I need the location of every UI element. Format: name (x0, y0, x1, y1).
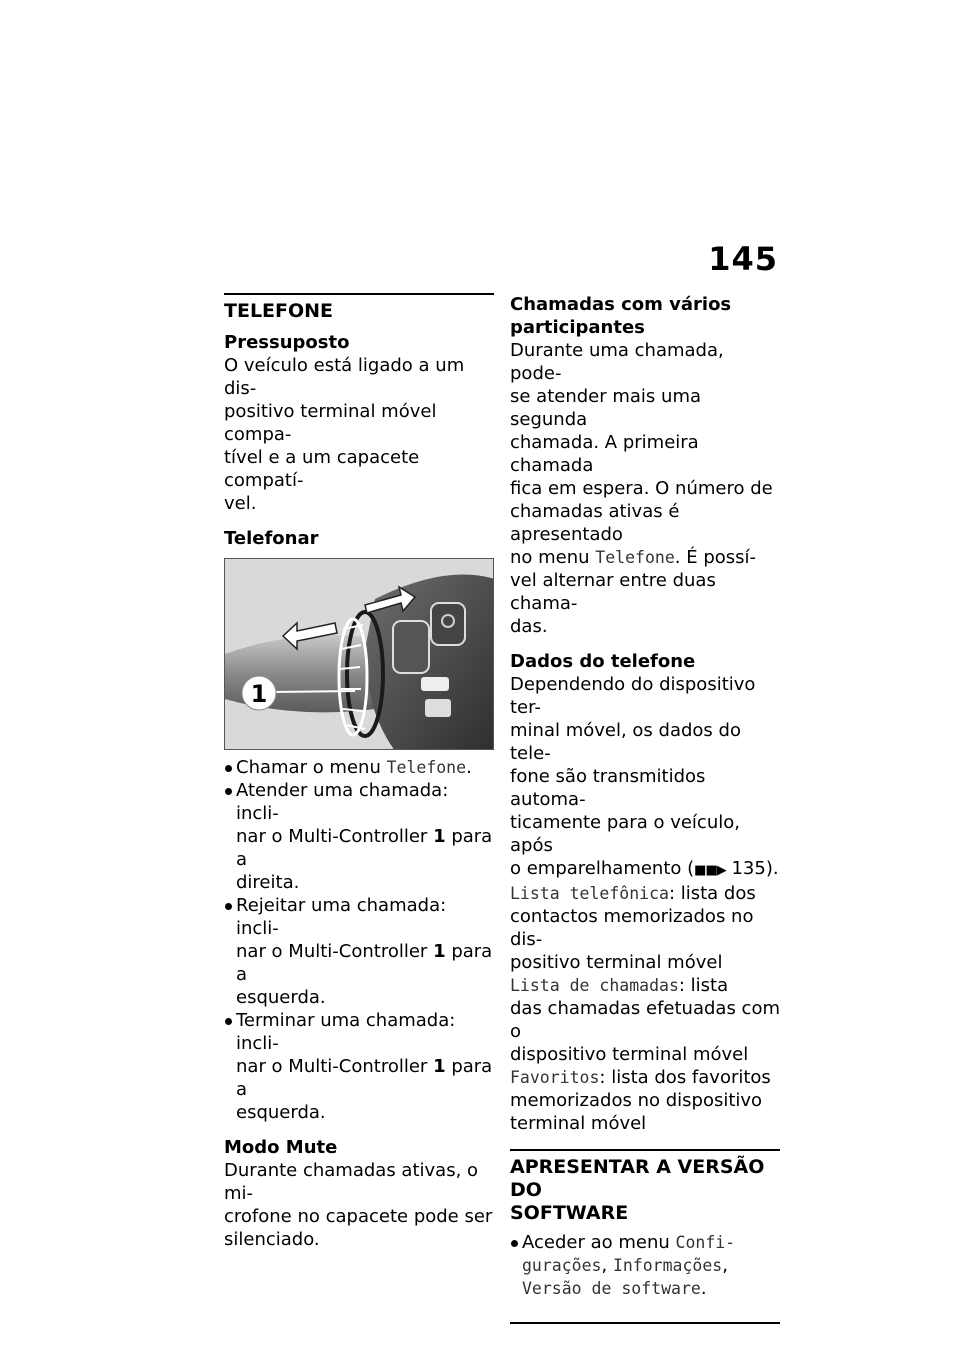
menu-name: Telefone (386, 758, 467, 777)
item-text: , (601, 1255, 613, 1276)
mute-line: crofone no capacete pode ser (224, 1206, 493, 1227)
data-text (510, 673, 780, 1135)
item-text: positivo terminal móvel (510, 952, 723, 973)
list-item (510, 1231, 780, 1300)
page-reference-arrow-icon: ■■▶ (694, 863, 726, 878)
item-text: memorizados no dispositivo (510, 1090, 763, 1111)
heading-line: SOFTWARE (510, 1202, 629, 1224)
text-line: chamadas ativas é apresentado (510, 501, 680, 545)
text-line: fica em espera. O número de (510, 478, 773, 499)
item-text: para a (236, 826, 493, 870)
text-line: se atender mais uma segunda (510, 386, 702, 430)
call-heading: Telefonar (224, 528, 319, 549)
text-line: minal móvel, os dados do tele- (510, 720, 741, 764)
heading-line: participantes (510, 317, 645, 338)
section-rule (510, 1149, 780, 1151)
text-line: no menu (510, 547, 596, 568)
item-text: nar o Multi-Controller (236, 1056, 434, 1077)
figure-callout-label: 1 (250, 680, 268, 708)
list-item (224, 1009, 494, 1124)
item-text: esquerda. (236, 987, 326, 1008)
reference-number: 1 (433, 1056, 446, 1077)
multi-heading (510, 293, 780, 339)
text-line: Dependendo do dispositivo ter- (510, 674, 756, 718)
text-line: chamada. A primeira chamada (510, 432, 699, 476)
list-item (510, 974, 780, 1066)
page-reference: 135). (725, 858, 779, 879)
prereq-line: O veículo está ligado a um dis- (224, 355, 465, 399)
item-text: Aceder ao menu (522, 1232, 676, 1253)
prereq-text (224, 354, 494, 515)
prereq-line: tível e a um capacete compatí- (224, 447, 420, 491)
data-heading: Dados do telefone (510, 651, 696, 672)
heading-line: APRESENTAR A VERSÃO DO (510, 1156, 765, 1201)
text-line: vel alternar entre duas chama- (510, 570, 716, 614)
menu-name: Versão de software (522, 1279, 701, 1298)
text-line: ticamente para o veículo, após (510, 812, 740, 856)
menu-name: Telefone (595, 548, 675, 567)
item-text: . (466, 757, 472, 778)
item-text: Chamar o menu (236, 757, 387, 778)
left-column (224, 293, 494, 1251)
item-text: para a (236, 1056, 493, 1100)
heading-line: Chamadas com vários (510, 294, 732, 315)
item-text: nar o Multi-Controller (236, 941, 434, 962)
section-end-rule (510, 1322, 780, 1324)
item-text: esquerda. (236, 1102, 326, 1123)
mute-text (224, 1159, 494, 1251)
item-text: , (722, 1255, 728, 1276)
list-item (224, 756, 494, 779)
mute-line: Durante chamadas ativas, o mi- (224, 1160, 479, 1204)
software-heading (510, 1156, 780, 1225)
list-item (510, 882, 780, 974)
menu-name: Informações (612, 1256, 723, 1275)
item-text: nar o Multi-Controller (236, 826, 434, 847)
item-text: : lista dos (668, 883, 756, 904)
text-line: das. (510, 616, 548, 637)
item-text: dispositivo terminal móvel (510, 1044, 749, 1065)
multi-controller-illustration (225, 559, 494, 750)
text-line: Durante uma chamada, pode- (510, 340, 724, 384)
call-actions-list (224, 756, 494, 1124)
software-steps-list (510, 1231, 780, 1300)
section-title-telefone: TELEFONE (224, 300, 334, 322)
handlebar-controller-figure (224, 558, 494, 750)
list-item (224, 779, 494, 894)
menu-name: Favoritos (510, 1068, 600, 1087)
right-column (510, 293, 780, 1324)
menu-name: Confi- (675, 1233, 736, 1252)
text-line: o emparelhamento ( (510, 858, 695, 879)
menu-name: gurações (522, 1256, 602, 1275)
text-line: fone são transmitidos automa- (510, 766, 706, 810)
item-text: direita. (236, 872, 300, 893)
reference-number: 1 (433, 826, 446, 847)
item-text: contactos memorizados no dis- (510, 906, 754, 950)
prereq-line: positivo terminal móvel compa- (224, 401, 437, 445)
item-text: Rejeitar uma chamada: incli- (236, 895, 447, 939)
item-text: : lista dos favoritos (599, 1067, 771, 1088)
item-text: : lista (678, 975, 729, 996)
item-text: . (700, 1278, 707, 1299)
list-item (510, 1066, 780, 1135)
prereq-heading: Pressuposto (224, 332, 350, 353)
page-number: 145 (708, 240, 778, 278)
list-item (224, 894, 494, 1009)
section-rule (224, 293, 494, 295)
item-text: para a (236, 941, 493, 985)
multi-text (510, 339, 780, 638)
menu-name: Lista de chamadas (510, 976, 679, 995)
item-text: Terminar uma chamada: incli- (236, 1010, 456, 1054)
item-text: das chamadas efetuadas com o (510, 998, 780, 1042)
reference-number: 1 (433, 941, 446, 962)
prereq-line: vel. (224, 493, 257, 514)
mute-heading: Modo Mute (224, 1137, 338, 1158)
item-text: Atender uma chamada: incli- (236, 780, 449, 824)
item-text: terminal móvel (510, 1113, 647, 1134)
menu-name: Lista telefônica (510, 884, 669, 903)
text-line: . É possí- (674, 547, 757, 568)
mute-line: silenciado. (224, 1229, 320, 1250)
